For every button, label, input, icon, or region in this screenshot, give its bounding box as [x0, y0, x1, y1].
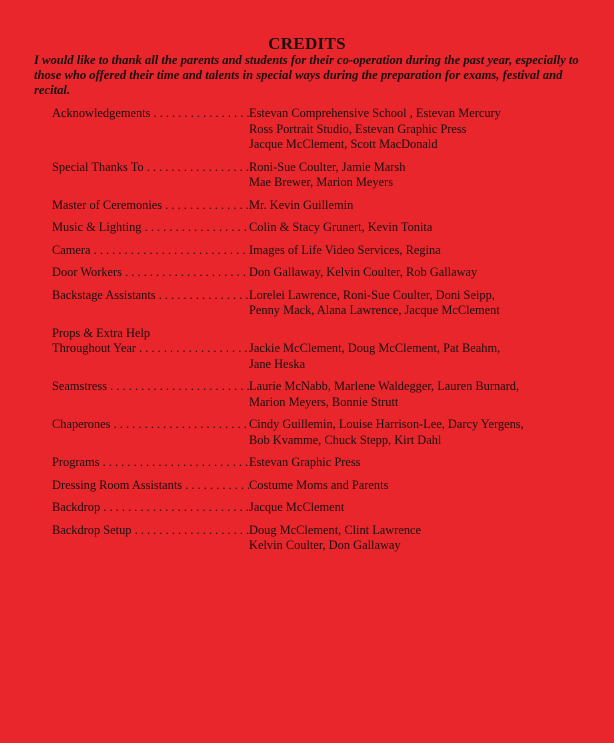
- credit-label: Master of Ceremonies . . .: [52, 198, 249, 214]
- credit-name-line: Jacque McClement: [249, 500, 345, 514]
- credit-entry: [52, 455, 592, 471]
- credit-label: Music & Lighting . . .: [52, 220, 249, 236]
- credit-names: [249, 455, 592, 471]
- credit-name-line: Don Gallaway, Kelvin Coulter, Rob Gallaway: [249, 265, 478, 279]
- credit-label: Programs . . .: [52, 455, 249, 471]
- credit-entry: [52, 243, 592, 259]
- credit-name-line: Penny Mack, Alana Lawrence, Jacque McClement: [249, 303, 500, 317]
- credit-name-line: Estevan Comprehensive School , Estevan Mercury: [249, 106, 501, 120]
- credit-entry: [52, 160, 592, 191]
- credit-entry: [52, 106, 592, 153]
- credit-entry: [52, 265, 592, 281]
- credit-label: Throughout Year . . .: [52, 341, 249, 372]
- credit-name-line: Bob Kvamme, Chuck Stepp, Kirt Dahl: [249, 432, 442, 447]
- credit-name-line: Costume Moms and Parents: [249, 477, 389, 492]
- credit-name-line: Images of Life Video Services, Regina: [249, 242, 441, 257]
- credit-entry: [52, 417, 592, 448]
- credit-label: Backdrop . . .: [52, 500, 249, 516]
- page-title: CREDITS: [268, 34, 346, 53]
- credit-names: [249, 500, 592, 516]
- credit-label: Props & Extra Help: [52, 325, 151, 340]
- credit-name-line: Marion Meyers, Bonnie Strutt: [249, 394, 399, 409]
- credits-list: [52, 106, 592, 554]
- intro-paragraph: I would like to thank all the parents and students for their co-operation during the past year, especially to those who offered their time and talents in special ways during the preparation for exams, festival and recital.: [34, 53, 579, 97]
- credit-name-line: Doug McClement, Clint Lawrence: [249, 522, 422, 537]
- credit-entry: [52, 523, 592, 554]
- credit-names: [249, 523, 592, 554]
- credit-name-line: Lorelei Lawrence, Roni-Sue Coulter, Doni Seipp,: [249, 287, 495, 302]
- credit-names: [249, 341, 592, 372]
- credit-names: [249, 417, 592, 448]
- credit-name-line: Ross Portrait Studio, Estevan Graphic Press: [249, 121, 467, 136]
- credit-name-line: Jackie McClement, Doug McClement, Pat Beahm,: [249, 341, 501, 355]
- credit-names: [249, 106, 592, 153]
- credit-name-line: Roni-Sue Coulter, Jamie Marsh: [249, 159, 406, 174]
- credit-label: Door Workers . . .: [52, 265, 249, 281]
- credit-label: Chaperones . . .: [52, 417, 249, 448]
- credit-names: [249, 160, 592, 191]
- credit-name-line: Laurie McNabb, Marlene Waldegger, Lauren Burnard,: [249, 379, 520, 393]
- credit-entry: [52, 379, 592, 410]
- credit-name-line: Mae Brewer, Marion Meyers: [249, 175, 394, 189]
- credit-label: Camera . . .: [52, 243, 249, 259]
- credit-name-line: Cindy Guillemin, Louise Harrison-Lee, Darcy Yergens,: [249, 417, 524, 431]
- credit-entry: [52, 288, 592, 319]
- credit-names: [249, 288, 592, 319]
- credit-entry: [52, 326, 592, 373]
- credit-label: Dressing Room Assistants . . .: [52, 478, 249, 494]
- credit-names: [249, 379, 592, 410]
- credit-label: Backdrop Setup . . .: [52, 523, 249, 554]
- credit-names: [249, 198, 592, 214]
- credit-names: [249, 243, 592, 259]
- credit-name-line: Jacque McClement, Scott MacDonald: [249, 137, 438, 151]
- credit-name-line: Colin & Stacy Grunert, Kevin Tonita: [249, 220, 433, 234]
- credit-name-line: Jane Heska: [249, 356, 306, 371]
- credit-name-line: Mr. Kevin Guillemin: [249, 197, 354, 212]
- credit-label: Seamstress . . .: [52, 379, 249, 410]
- credit-entry: [52, 478, 592, 494]
- credit-entry: [52, 500, 592, 516]
- credit-label: Backstage Assistants . . .: [52, 288, 249, 319]
- credit-entry: [52, 220, 592, 236]
- credit-label: Acknowledgements . . .: [52, 106, 249, 153]
- credit-name-line: Kelvin Coulter, Don Gallaway: [249, 538, 401, 552]
- credit-name-line: Estevan Graphic Press: [249, 455, 361, 469]
- credit-names: [249, 478, 592, 494]
- credit-names: [249, 265, 592, 281]
- credit-names: [249, 220, 592, 236]
- credit-entry: [52, 198, 592, 214]
- credit-label: Special Thanks To . . .: [52, 160, 249, 191]
